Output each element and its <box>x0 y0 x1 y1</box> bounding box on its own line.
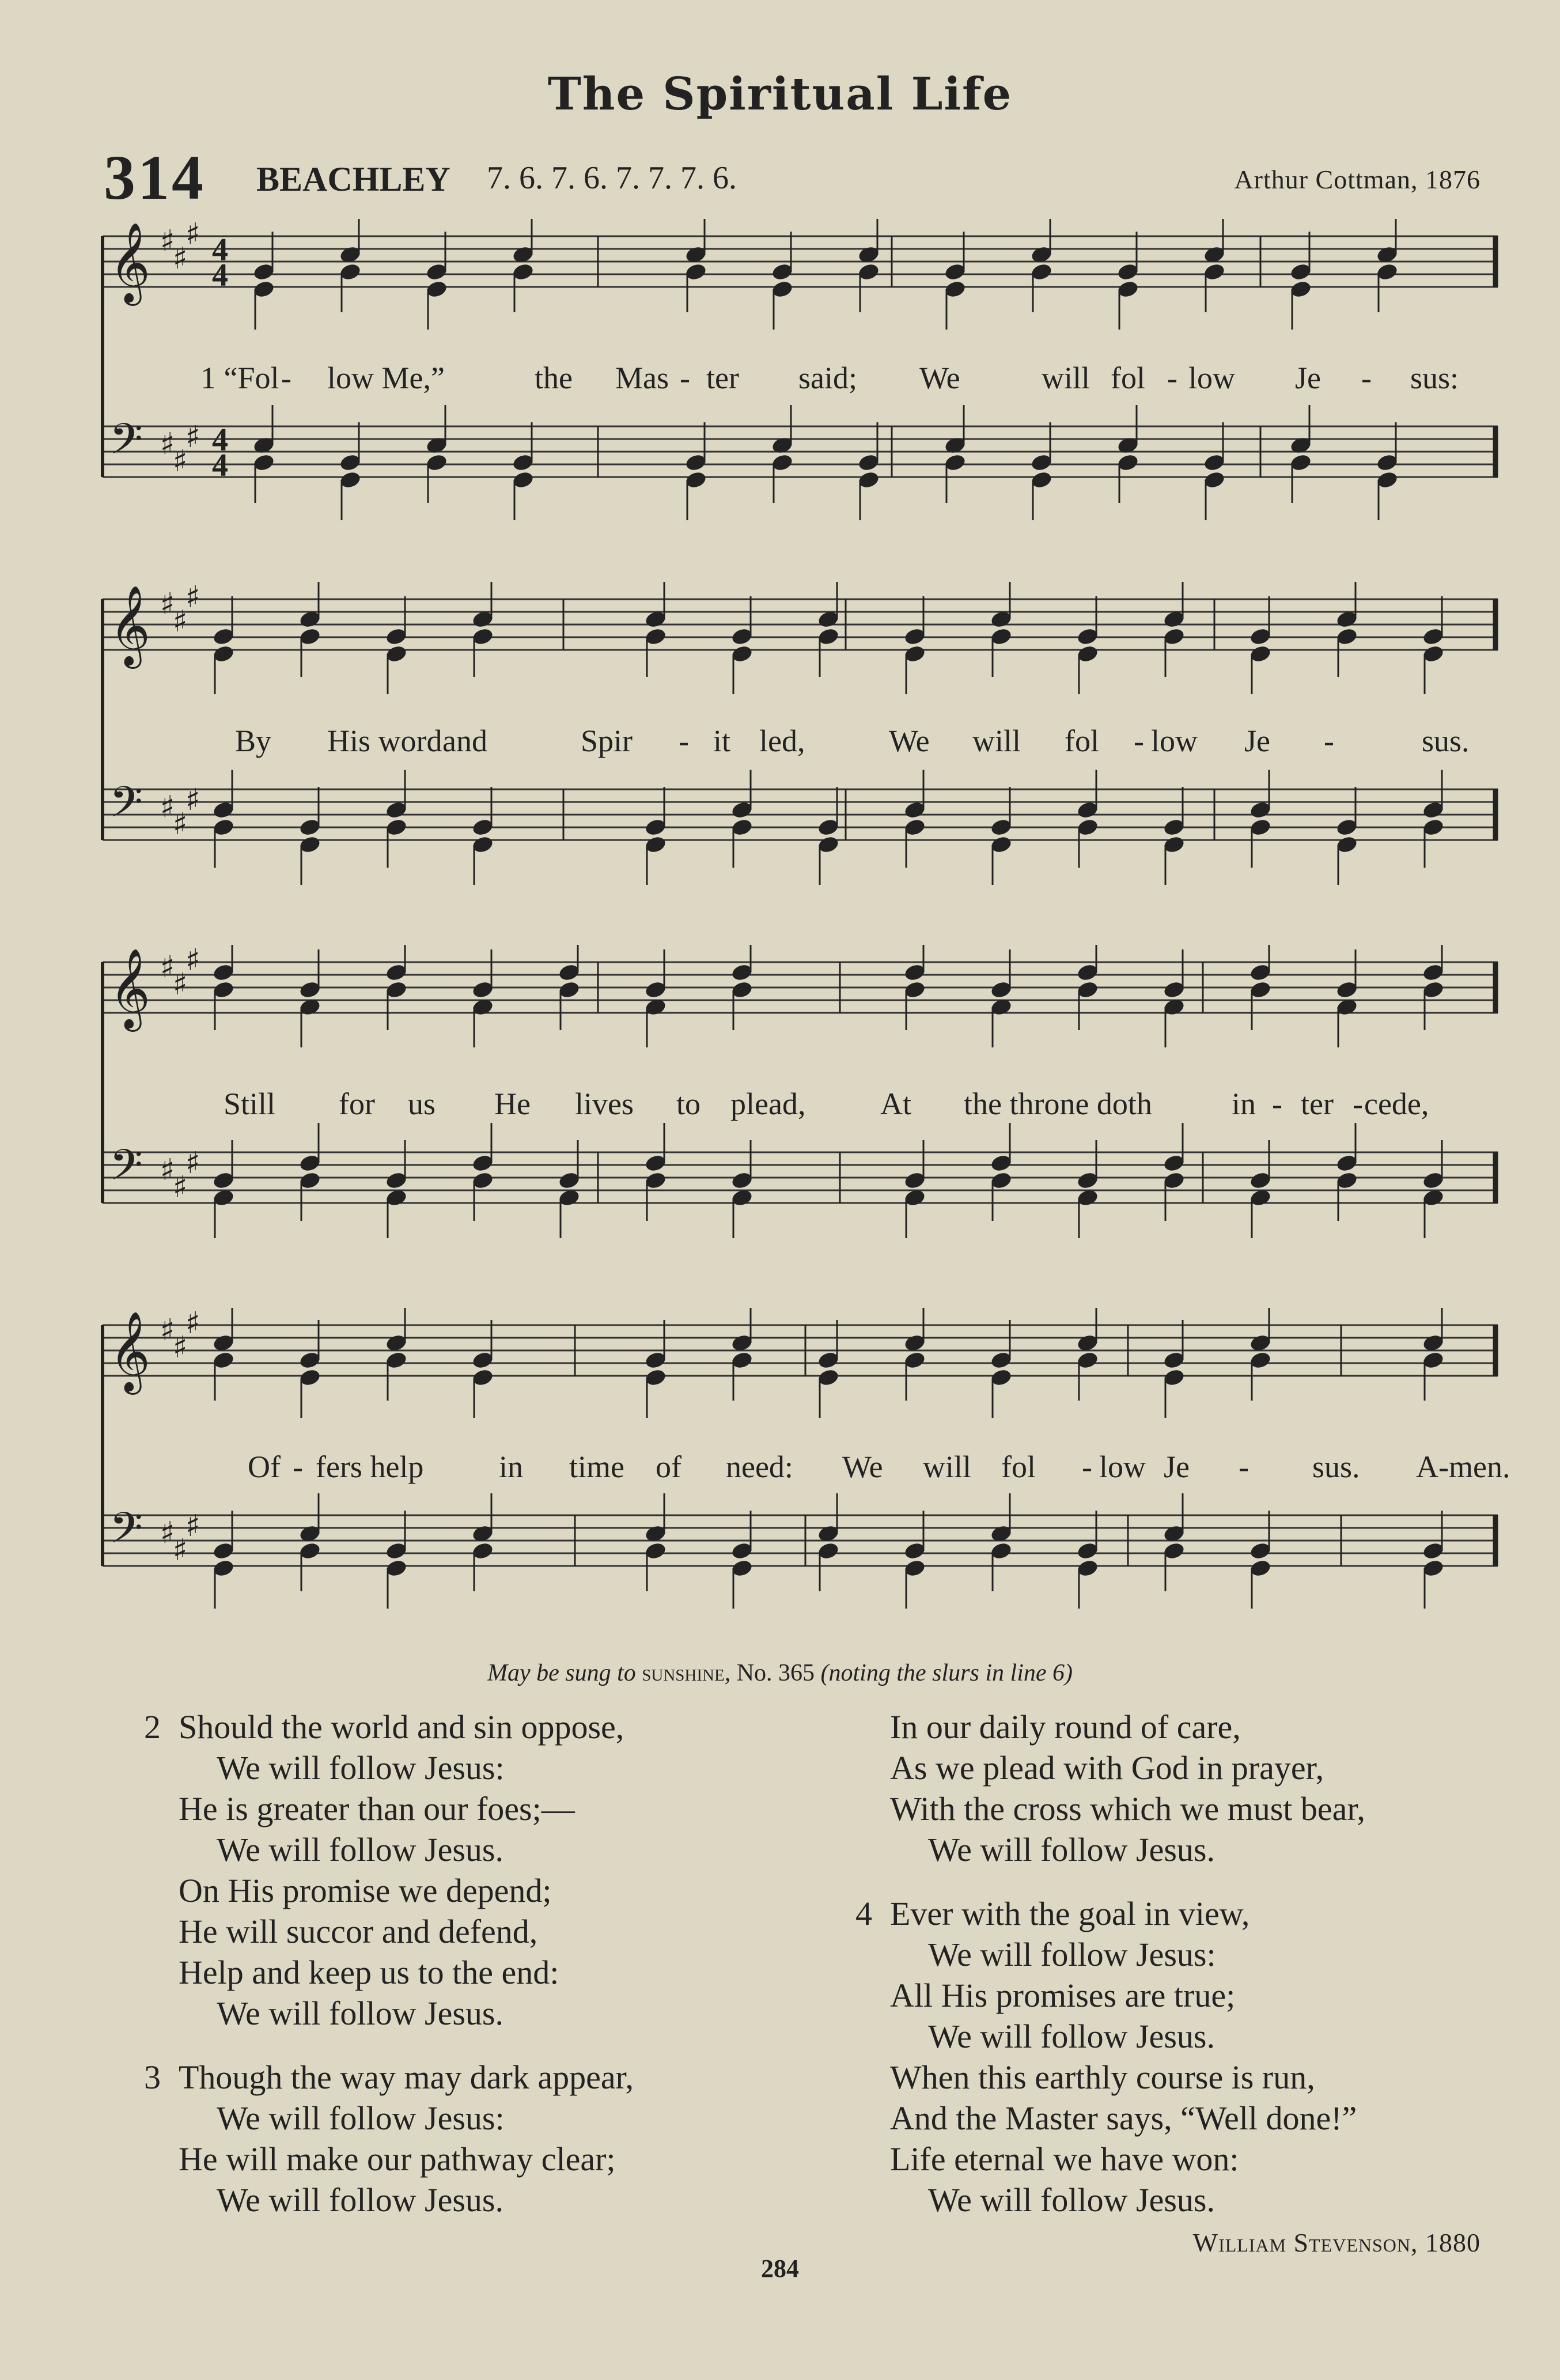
music-system-2 <box>97 582 1504 905</box>
lyric-syllable: sus. <box>1422 724 1470 758</box>
music-system-3 <box>97 945 1504 1267</box>
verse-3-continued <box>890 1707 1365 1870</box>
lyric-syllable: We <box>889 724 930 758</box>
lyric-syllable: will <box>923 1450 972 1484</box>
lyric-syllable: lives <box>575 1087 634 1121</box>
author: William Stevenson, 1880 <box>1192 2228 1481 2257</box>
time-signature: 4 <box>212 232 228 268</box>
lyric-syllable: low <box>1099 1450 1146 1484</box>
lyric-syllable: ter <box>1301 1087 1334 1121</box>
verse-2 <box>144 1707 634 2034</box>
sharp-icon: ♯ <box>185 420 200 455</box>
score-staves <box>97 1308 1504 1630</box>
lyric-syllable: and <box>442 724 487 758</box>
lyric-syllable: - <box>293 1450 303 1484</box>
lyric-syllable: His word <box>327 724 442 758</box>
sharp-icon: ♯ <box>173 1533 188 1568</box>
lyric-syllable: of <box>656 1450 681 1484</box>
lyric-syllable: We <box>919 361 960 395</box>
lyric-syllable: He <box>494 1087 531 1121</box>
lyric-syllable: - <box>1082 1450 1092 1484</box>
lyric-syllable: will <box>1042 361 1091 395</box>
lyric-syllable: for <box>339 1087 375 1121</box>
verses-left-column <box>144 1707 634 2243</box>
lyric-syllable: - <box>1272 1087 1282 1121</box>
verse-3 <box>144 2057 634 2220</box>
sharp-icon: ♯ <box>173 1330 188 1365</box>
bass-clef-icon: 𝄢 <box>109 1503 143 1564</box>
page-title: The Spiritual Life <box>547 68 1013 120</box>
lyric-syllable: We <box>842 1450 883 1484</box>
lyric-syllable: led, <box>759 724 805 758</box>
lyric-syllable: in <box>499 1450 524 1484</box>
sharp-icon: ♯ <box>173 1170 188 1205</box>
verse-line: Help and keep us to the end: <box>179 1954 559 1991</box>
lyric-syllable: Je <box>1244 724 1270 758</box>
verse-line: Ever with the goal in view, <box>890 1895 1250 1932</box>
lyric-syllable: - <box>1324 724 1334 758</box>
lyric-syllable: Je <box>1164 1450 1190 1484</box>
sharp-icon: ♯ <box>160 1313 175 1348</box>
sharp-icon: ♯ <box>173 967 188 1002</box>
sharp-icon: ♯ <box>185 945 200 978</box>
verse-line: When this earthly course is run, <box>890 2059 1315 2096</box>
bass-clef-icon: 𝄢 <box>109 414 143 475</box>
verses-right-column <box>855 1707 1365 2243</box>
lyric-syllable: At <box>880 1087 911 1121</box>
lyric-syllable: fol <box>1111 361 1145 395</box>
verse-line: We will follow Jesus: <box>217 1749 505 1787</box>
meter: 7. 6. 7. 6. 7. 7. 7. 6. <box>487 160 737 196</box>
lyric-syllable: sus. <box>1312 1450 1360 1484</box>
sharp-icon: ♯ <box>173 807 188 842</box>
verse-number: 3 <box>144 2059 161 2096</box>
treble-clef-icon: 𝄞 <box>109 1311 150 1391</box>
sharp-icon: ♯ <box>160 224 175 259</box>
sharp-icon: ♯ <box>173 444 188 479</box>
tune-name: BEACHLEY <box>256 160 450 198</box>
page-number: 284 <box>761 2254 799 2283</box>
lyric-syllable: - <box>1239 1450 1249 1484</box>
lyric-syllable: Spir <box>581 724 633 758</box>
lyric-syllable: cede, <box>1364 1087 1429 1121</box>
lyric-syllable: time <box>569 1450 624 1484</box>
lyric-syllable: low <box>1188 361 1235 395</box>
time-signature: 4 <box>212 422 228 458</box>
verse-line: We will follow Jesus. <box>217 1995 503 2032</box>
lyric-syllable: Je <box>1295 361 1321 395</box>
lyric-syllable: ter <box>706 361 739 395</box>
sharp-icon: ♯ <box>160 1516 175 1550</box>
verse-line: We will follow Jesus. <box>217 2181 503 2219</box>
sharp-icon: ♯ <box>160 790 175 824</box>
verse-line: In our daily round of care, <box>890 1708 1241 1746</box>
sharp-icon: ♯ <box>185 1308 200 1341</box>
lyric-syllable: Still <box>224 1087 276 1121</box>
hymn-number: 314 <box>104 142 206 213</box>
verse-line: And the Master says, “Well done!” <box>890 2099 1357 2137</box>
hymn-header <box>104 141 1481 213</box>
lyric-syllable: - <box>1353 1087 1363 1121</box>
sharp-icon: ♯ <box>160 1153 175 1187</box>
sharp-icon: ♯ <box>173 604 188 639</box>
verse-line: On His promise we depend; <box>179 1872 552 1909</box>
lyric-syllable: fers help <box>316 1450 424 1484</box>
lyric-syllable: low Me,” <box>327 361 445 395</box>
verse-number: 2 <box>144 1708 161 1746</box>
sharp-icon: ♯ <box>160 587 175 622</box>
sharp-icon: ♯ <box>185 219 200 252</box>
lyric-syllable: will <box>972 724 1021 758</box>
sharp-icon: ♯ <box>160 427 175 461</box>
bass-clef-icon: 𝄢 <box>109 777 143 838</box>
lyric-syllable: us <box>408 1087 436 1121</box>
treble-clef-icon: 𝄞 <box>109 948 150 1028</box>
bass-clef-icon: 𝄢 <box>109 1140 143 1201</box>
verse-line: He is greater than our foes;— <box>179 1790 575 1827</box>
verse-number: 4 <box>855 1895 872 1932</box>
lyric-syllable: By <box>235 724 272 758</box>
lyric-syllable: - <box>679 724 689 758</box>
music-system-4 <box>97 1308 1510 1630</box>
lyric-syllable: Mas <box>615 361 669 395</box>
verse-line: He will make our pathway clear; <box>179 2140 616 2178</box>
sharp-icon: ♯ <box>185 1509 200 1543</box>
sharp-icon: ♯ <box>185 783 200 818</box>
lyric-syllable: A-men. <box>1416 1450 1510 1484</box>
sharp-icon: ♯ <box>185 582 200 615</box>
lyric-syllable: - <box>1134 724 1144 758</box>
treble-clef-icon: 𝄞 <box>109 222 150 302</box>
lyric-syllable: sus: <box>1410 361 1459 395</box>
verse-line: Should the world and sin oppose, <box>179 1708 624 1746</box>
lyric-syllable: in <box>1232 1087 1256 1121</box>
sharp-icon: ♯ <box>160 950 175 985</box>
lyric-syllable: need: <box>726 1450 793 1484</box>
lyric-syllable: it <box>713 724 731 758</box>
verse-line: With the cross which we must bear, <box>890 1790 1365 1827</box>
verse-line: All His promises are true; <box>890 1977 1236 2014</box>
verse-line: We will follow Jesus: <box>928 1936 1216 1973</box>
lyric-syllable: the <box>535 361 573 395</box>
verse-line: We will follow Jesus. <box>928 2181 1215 2219</box>
lyric-syllable: the throne doth <box>964 1087 1152 1121</box>
alternate-tune-note: May be sung to sunshine, No. 365 (noting the slurs in line 6) <box>487 1660 1073 1686</box>
lyric-syllable: said; <box>798 361 857 395</box>
sharp-icon: ♯ <box>173 241 188 276</box>
time-signature: 4 <box>212 448 228 483</box>
lyric-syllable: 1 “Fol <box>200 361 279 395</box>
lyric-syllable: to <box>676 1087 701 1121</box>
lyric-syllable: low <box>1151 724 1198 758</box>
lyric-syllable: - <box>281 361 291 395</box>
lyric-syllable: fol <box>1001 1450 1036 1484</box>
verse-line: We will follow Jesus. <box>217 1831 503 1868</box>
verse-line: As we plead with God in prayer, <box>890 1749 1324 1787</box>
lyric-syllable: Of <box>248 1450 281 1484</box>
time-signature: 4 <box>212 258 228 293</box>
verse-line: He will succor and defend, <box>179 1913 538 1950</box>
lyric-syllable: fol <box>1065 724 1099 758</box>
lyric-syllable: - <box>1167 361 1177 395</box>
lyric-syllable: - <box>680 361 690 395</box>
composer: Arthur Cottman, 1876 <box>1234 165 1481 194</box>
lyric-syllable: plead, <box>730 1087 806 1121</box>
sharp-icon: ♯ <box>185 1146 200 1180</box>
verse-line: We will follow Jesus. <box>928 2018 1215 2055</box>
verse-line: Though the way may dark appear, <box>179 2059 634 2096</box>
verse-line: We will follow Jesus. <box>928 1831 1215 1868</box>
music-system-1 <box>97 219 1504 542</box>
verse-line: Life eternal we have won: <box>890 2140 1239 2178</box>
lyric-syllable: - <box>1361 361 1372 395</box>
verse-4 <box>855 1893 1365 2220</box>
treble-clef-icon: 𝄞 <box>109 585 150 665</box>
verse-line: We will follow Jesus: <box>217 2099 505 2137</box>
